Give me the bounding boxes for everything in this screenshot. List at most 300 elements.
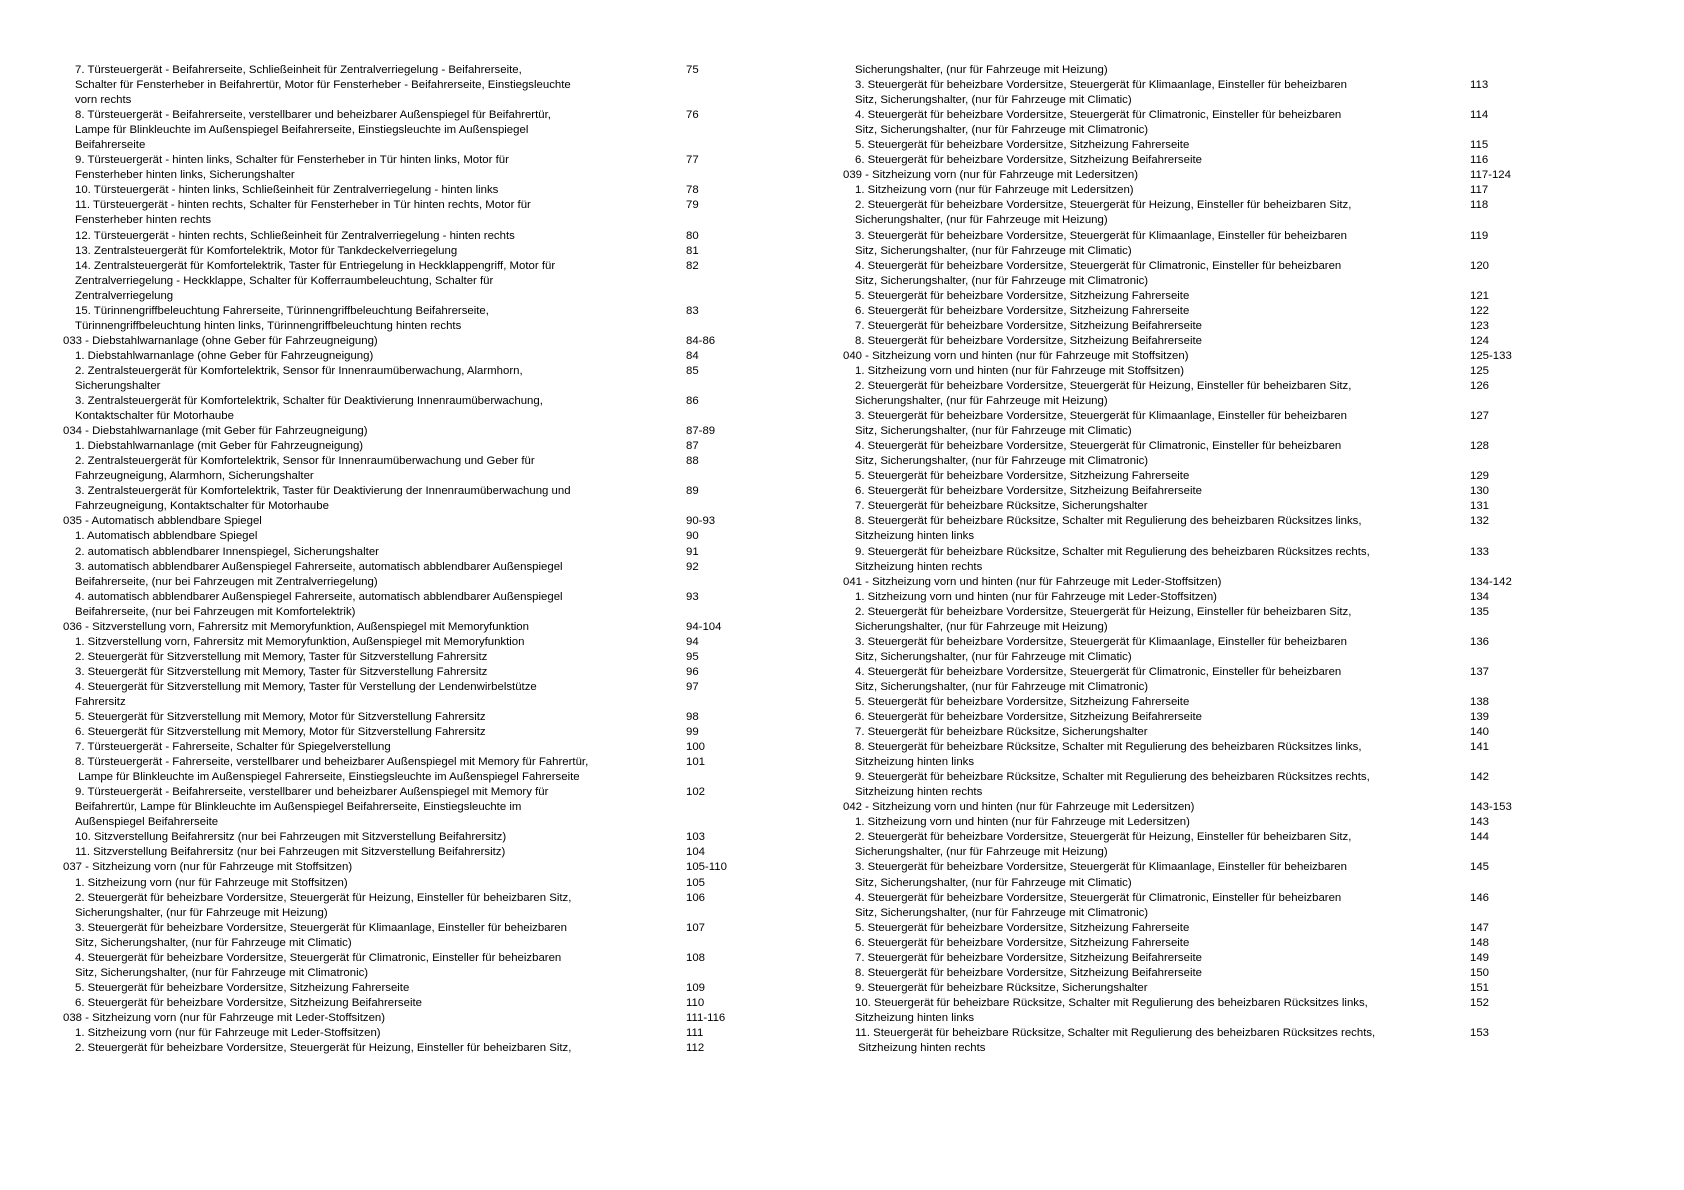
index-item-entry — [63, 710, 783, 725]
entry-text-line: Sicherungshalter — [75, 379, 161, 392]
entry-text — [63, 439, 783, 454]
entry-page-number: 107 — [686, 921, 706, 934]
entry-text — [843, 499, 1563, 514]
entry-text-line: 7. Steuergerät für beheizbare Rücksitze, Sicherungshalter — [855, 726, 1148, 739]
entry-text-line: 11. Sitzverstellung Beifahrersitz (nur bei Fahrzeugen mit Sitzverstellung Beifahrersitz) — [75, 846, 506, 859]
index-item-entry — [63, 394, 783, 424]
entry-text-line: 3. automatisch abblendbarer Außenspiegel Fahrerseite, automatisch abblendbarer Außenspiegel — [75, 560, 563, 573]
entry-text — [63, 860, 783, 875]
entry-page-number: 75 — [686, 64, 699, 76]
index-item-entry — [63, 1041, 783, 1056]
entry-page-number: 122 — [1470, 304, 1490, 317]
entry-text — [843, 936, 1563, 951]
entry-page-number: 127 — [1470, 410, 1490, 423]
entry-text-line: 2. Steuergerät für beheizbare Vordersitze, Steuergerät für Heizung, Einsteller für beheizbaren Sitz, — [75, 1042, 572, 1055]
index-item-entry — [843, 63, 1563, 78]
entry-text-line: 033 - Diebstahlwarnanlage (ohne Geber für Fahrzeugneigung) — [63, 334, 378, 347]
index-item-entry — [63, 229, 783, 244]
index-item-entry — [63, 108, 783, 153]
entry-text-line: Sicherungshalter, (nur für Fahrzeuge mit Heizung) — [855, 620, 1108, 633]
entry-text-line: 5. Steuergerät für beheizbare Vordersitze, Sitzheizung Fahrerseite — [855, 139, 1190, 152]
index-item-entry — [843, 364, 1563, 379]
entry-text — [843, 605, 1563, 635]
index-item-entry — [63, 153, 783, 183]
entry-page-number: 132 — [1470, 515, 1490, 528]
index-item-entry — [843, 545, 1563, 575]
entry-page-number: 116 — [1470, 154, 1489, 167]
index-item-entry — [843, 815, 1563, 830]
entry-text — [843, 770, 1563, 800]
entry-text — [63, 153, 783, 183]
entry-text — [843, 860, 1563, 890]
index-item-entry — [63, 740, 783, 755]
entry-text — [63, 755, 783, 785]
entry-page-number: 109 — [686, 981, 706, 994]
entry-text-line: Sicherungshalter, (nur für Fahrzeuge mit Heizung) — [75, 906, 328, 919]
index-item-entry — [843, 78, 1563, 108]
entry-text — [63, 229, 783, 244]
entry-page-number: 77 — [686, 154, 699, 167]
entry-text-line: Zentralverriegelung - Heckklappe, Schalter für Kofferraumbeleuchtung, Schalter für — [75, 274, 494, 287]
entry-text — [843, 183, 1563, 198]
entry-text — [63, 529, 783, 544]
entry-text-line: Fahrzeugneigung, Kontaktschalter für Motorhaube — [75, 500, 329, 513]
entry-text-line: 042 - Sitzheizung vorn und hinten (nur für Fahrzeuge mit Ledersitzen) — [843, 801, 1195, 814]
entry-text-line: Sitzheizung hinten rechts — [855, 1042, 986, 1055]
entry-page-number: 135 — [1470, 605, 1490, 618]
entry-text — [63, 845, 783, 860]
entry-text-line: Beifahrerseite, (nur bei Fahrzeugen mit Komfortelektrik) — [75, 605, 356, 618]
index-item-entry — [63, 725, 783, 740]
entry-page-number: 153 — [1470, 1027, 1490, 1039]
entry-text-line: 6. Steuergerät für beheizbare Vordersitze, Sitzheizung Fahrerseite — [855, 304, 1190, 317]
entry-page-number: 105 — [686, 876, 706, 889]
entry-text-line: Fahrzeugneigung, Alarmhorn, Sicherungshalter — [75, 470, 314, 483]
entry-text — [63, 830, 783, 845]
index-item-entry — [63, 529, 783, 544]
entry-text-line: Türinnengriffbeleuchtung hinten links, Türinnengriffbeleuchtung hinten rechts — [75, 319, 462, 332]
entry-text-line: 8. Steuergerät für beheizbare Vordersitze, Sitzheizung Beifahrerseite — [855, 966, 1202, 979]
entry-text — [843, 635, 1563, 665]
entry-page-number: 152 — [1470, 996, 1490, 1009]
entry-text — [63, 424, 783, 439]
index-item-entry — [63, 845, 783, 860]
entry-page-number: 131 — [1470, 500, 1490, 513]
entry-text-line: 3. Steuergerät für Sitzverstellung mit Memory, Taster für Sitzverstellung Fahrersitz — [75, 665, 488, 678]
entry-page-number: 87 — [686, 440, 699, 453]
entry-text-line: 7. Steuergerät für beheizbare Rücksitze, Sicherungshalter — [855, 500, 1148, 513]
entry-text — [843, 108, 1563, 138]
entry-text-line: 3. Zentralsteuergerät für Komfortelektrik, Taster für Deaktivierung der Innenraumüberwachung und — [75, 485, 571, 498]
entry-text — [63, 198, 783, 228]
index-item-entry — [843, 860, 1563, 890]
entry-page-number: 89 — [686, 485, 699, 498]
index-item-entry — [63, 454, 783, 484]
index-item-entry — [843, 966, 1563, 981]
entry-text — [63, 349, 783, 364]
entry-text — [63, 108, 783, 153]
index-column-right — [843, 63, 1563, 1056]
entry-page-number: 115 — [1470, 139, 1489, 152]
index-item-entry — [843, 981, 1563, 996]
entry-text — [843, 364, 1563, 379]
entry-page-number: 91 — [686, 545, 699, 558]
entry-page-number: 114 — [1470, 109, 1489, 122]
index-item-entry — [63, 590, 783, 620]
index-item-entry — [63, 364, 783, 394]
index-section-entry — [63, 514, 783, 529]
entry-text-line: 2. automatisch abblendbarer Innenspiegel, Sicherungshalter — [75, 545, 379, 558]
entry-text-line: Sitz, Sicherungshalter, (nur für Fahrzeuge mit Climatronic) — [855, 680, 1149, 693]
index-item-entry — [843, 605, 1563, 635]
entry-page-number: 100 — [686, 741, 706, 754]
entry-text — [63, 1011, 783, 1026]
entry-page-number: 138 — [1470, 695, 1490, 708]
entry-page-number: 125 — [1470, 364, 1490, 377]
entry-text — [843, 800, 1563, 815]
index-item-entry — [843, 635, 1563, 665]
index-item-entry — [843, 379, 1563, 409]
entry-text-line: 035 - Automatisch abblendbare Spiegel — [63, 515, 262, 528]
entry-text-line: 2. Steuergerät für beheizbare Vordersitze, Steuergerät für Heizung, Einsteller für beheizbaren Sitz, — [855, 831, 1352, 844]
entry-text-line: 8. Steuergerät für beheizbare Rücksitze, Schalter mit Regulierung des beheizbaren Rücksitzes links, — [855, 741, 1362, 754]
entry-text-line: 2. Steuergerät für beheizbare Vordersitze, Steuergerät für Heizung, Einsteller für beheizbaren Sitz, — [855, 199, 1352, 212]
entry-text-line: Sitz, Sicherungshalter, (nur für Fahrzeuge mit Climatronic) — [855, 274, 1149, 287]
entry-text-line: 3. Steuergerät für beheizbare Vordersitze, Steuergerät für Klimaanlage, Einsteller für beheizbaren — [855, 861, 1347, 874]
index-section-entry — [843, 349, 1563, 364]
entry-text-line: Lampe für Blinkleuchte im Außenspiegel Fahrerseite, Einstiegsleuchte im Außenspiegel Fahrerseite — [75, 771, 580, 784]
entry-text — [63, 1041, 783, 1056]
entry-text-line: Fensterheber hinten links, Sicherungshalter — [75, 169, 295, 182]
entry-text-line: 2. Steuergerät für beheizbare Vordersitze, Steuergerät für Heizung, Einsteller für beheizbaren Sitz, — [855, 605, 1352, 618]
index-item-entry — [843, 108, 1563, 138]
entry-text-line: 3. Steuergerät für beheizbare Vordersitze, Steuergerät für Klimaanlage, Einsteller für beheizbaren — [855, 410, 1347, 423]
entry-text-line: Beifahrerseite — [75, 139, 146, 152]
index-item-entry — [843, 183, 1563, 198]
entry-text — [843, 951, 1563, 966]
entry-text — [63, 545, 783, 560]
entry-text — [63, 620, 783, 635]
entry-text-line: Außenspiegel Beifahrerseite — [75, 816, 219, 829]
entry-text — [843, 740, 1563, 770]
entry-text-line: Sitz, Sicherungshalter, (nur für Fahrzeuge mit Climatic) — [855, 94, 1132, 107]
entry-text-line: 11. Steuergerät für beheizbare Rücksitze, Schalter mit Regulierung des beheizbaren Rücksitzes rechts, — [855, 1027, 1376, 1039]
entry-text — [843, 469, 1563, 484]
index-item-entry — [843, 891, 1563, 921]
entry-page-number: 123 — [1470, 319, 1490, 332]
entry-text-line: Sitzheizung hinten links — [855, 1011, 975, 1024]
index-item-entry — [63, 755, 783, 785]
entry-page-number: 94 — [686, 635, 699, 648]
entry-page-number: 126 — [1470, 379, 1490, 392]
index-item-entry — [63, 545, 783, 560]
entry-page-number: 118 — [1470, 199, 1489, 212]
entry-text — [63, 876, 783, 891]
entry-text-line: 041 - Sitzheizung vorn und hinten (nur für Fahrzeuge mit Leder-Stoffsitzen) — [843, 575, 1222, 588]
entry-page-number: 105-110 — [686, 861, 727, 874]
entry-text-line: 4. Steuergerät für beheizbare Vordersitze, Steuergerät für Climatronic, Einsteller für beheizbaren — [75, 951, 562, 964]
entry-text — [843, 830, 1563, 860]
index-item-entry — [843, 153, 1563, 168]
entry-page-number: 111-116 — [686, 1011, 726, 1024]
entry-page-number: 96 — [686, 665, 699, 678]
entry-page-number: 121 — [1470, 289, 1490, 302]
entry-text — [843, 891, 1563, 921]
index-item-entry — [63, 665, 783, 680]
entry-text-line: Sitz, Sicherungshalter, (nur für Fahrzeuge mit Climatronic) — [75, 966, 369, 979]
entry-text — [63, 951, 783, 981]
entry-text-line: 1. Automatisch abblendbare Spiegel — [75, 530, 258, 543]
entry-text-line: 037 - Sitzheizung vorn (nur für Fahrzeuge mit Stoffsitzen) — [63, 861, 353, 874]
entry-text — [63, 725, 783, 740]
entry-text-line: 5. Steuergerät für beheizbare Vordersitze, Sitzheizung Fahrerseite — [855, 695, 1190, 708]
entry-page-number: 104 — [686, 846, 706, 859]
entry-page-number: 103 — [686, 831, 706, 844]
index-item-entry — [63, 876, 783, 891]
entry-text-line: 040 - Sitzheizung vorn und hinten (nur für Fahrzeuge mit Stoffsitzen) — [843, 349, 1189, 362]
entry-page-number: 119 — [1470, 229, 1489, 242]
entry-text — [843, 514, 1563, 544]
entry-text-line: 5. Steuergerät für beheizbare Vordersitze, Sitzheizung Fahrerseite — [855, 289, 1190, 302]
entry-text — [63, 996, 783, 1011]
entry-page-number: 110 — [686, 996, 705, 1009]
entry-text-line: 2. Steuergerät für beheizbare Vordersitze, Steuergerät für Heizung, Einsteller für beheizbaren Sitz, — [855, 379, 1352, 392]
entry-page-number: 92 — [686, 560, 699, 573]
index-item-entry — [843, 499, 1563, 514]
entry-page-number: 124 — [1470, 334, 1490, 347]
entry-text-line: Sicherungshalter, (nur für Fahrzeuge mit Heizung) — [855, 846, 1108, 859]
entry-page-number: 128 — [1470, 440, 1490, 453]
index-item-entry — [843, 951, 1563, 966]
entry-text-line: 12. Türsteuergerät - hinten rechts, Schließeinheit für Zentralverriegelung - hinten rechts — [75, 229, 515, 242]
entry-text-line: 9. Türsteuergerät - Beifahrerseite, verstellbarer und beheizbarer Außenspiegel mit Memory für — [75, 786, 549, 799]
entry-text-line: 7. Steuergerät für beheizbare Vordersitze, Sitzheizung Beifahrerseite — [855, 319, 1202, 332]
index-item-entry — [63, 891, 783, 921]
entry-text-line: 1. Sitzverstellung vorn, Fahrersitz mit Memoryfunktion, Außenspiegel mit Memoryfunktion — [75, 635, 525, 648]
entry-text-line: 10. Türsteuergerät - hinten links, Schließeinheit für Zentralverriegelung - hinten links — [75, 184, 499, 197]
entry-text-line: 3. Steuergerät für beheizbare Vordersitze, Steuergerät für Klimaanlage, Einsteller für beheizbaren — [855, 635, 1347, 648]
entry-text — [843, 484, 1563, 499]
entry-text-line: 3. Steuergerät für beheizbare Vordersitze, Steuergerät für Klimaanlage, Einsteller für beheizbaren — [75, 921, 567, 934]
index-item-entry — [843, 319, 1563, 334]
entry-text-line: 1. Sitzheizung vorn (nur für Fahrzeuge mit Leder-Stoffsitzen) — [75, 1027, 381, 1039]
entry-text-line: Sitz, Sicherungshalter, (nur für Fahrzeuge mit Climatic) — [75, 936, 352, 949]
index-item-entry — [843, 304, 1563, 319]
entry-text-line: 3. Steuergerät für beheizbare Vordersitze, Steuergerät für Klimaanlage, Einsteller für beheizbaren — [855, 229, 1347, 242]
entry-page-number: 102 — [686, 786, 706, 799]
entry-page-number: 141 — [1470, 741, 1490, 754]
entry-text — [63, 454, 783, 484]
entry-text — [63, 785, 783, 830]
index-item-entry — [63, 830, 783, 845]
entry-text — [63, 1026, 783, 1041]
index-item-entry — [843, 830, 1563, 860]
entry-page-number: 117-124 — [1470, 169, 1511, 182]
entry-text — [843, 590, 1563, 605]
entry-page-number: 78 — [686, 184, 699, 197]
entry-page-number: 134 — [1470, 590, 1490, 603]
entry-text-line: 4. Steuergerät für beheizbare Vordersitze, Steuergerät für Climatronic, Einsteller für beheizbaren — [855, 891, 1342, 904]
index-item-entry — [843, 289, 1563, 304]
entry-page-number: 99 — [686, 726, 699, 739]
entry-text-line: 14. Zentralsteuergerät für Komfortelektrik, Taster für Entriegelung in Heckklappengriff, Motor für — [75, 259, 556, 272]
entry-page-number: 85 — [686, 364, 699, 377]
entry-page-number: 129 — [1470, 470, 1490, 483]
entry-text-line: 9. Steuergerät für beheizbare Rücksitze, Schalter mit Regulierung des beheizbaren Rücksitzes rechts, — [855, 771, 1370, 784]
entry-page-number: 80 — [686, 229, 699, 242]
entry-text-line: 4. Steuergerät für beheizbare Vordersitze, Steuergerät für Climatronic, Einsteller für beheizbaren — [855, 259, 1342, 272]
entry-text — [843, 289, 1563, 304]
entry-text-line: 1. Sitzheizung vorn und hinten (nur für Fahrzeuge mit Ledersitzen) — [855, 816, 1190, 829]
entry-page-number: 98 — [686, 711, 699, 724]
index-item-entry — [63, 439, 783, 454]
index-item-entry — [843, 439, 1563, 469]
entry-text — [63, 259, 783, 304]
entry-text-line: 034 - Diebstahlwarnanlage (mit Geber für Fahrzeugneigung) — [63, 425, 368, 438]
entry-text-line: Fensterheber hinten rechts — [75, 214, 212, 227]
index-item-entry — [843, 469, 1563, 484]
entry-text-line: Sitz, Sicherungshalter, (nur für Fahrzeuge mit Climatic) — [855, 876, 1132, 889]
entry-text-line: 10. Sitzverstellung Beifahrersitz (nur bei Fahrzeugen mit Sitzverstellung Beifahrersitz) — [75, 831, 507, 844]
index-item-entry — [63, 198, 783, 228]
entry-text-line: 036 - Sitzverstellung vorn, Fahrersitz mit Memoryfunktion, Außenspiegel mit Memoryfunktion — [63, 620, 529, 633]
entry-page-number: 147 — [1470, 921, 1490, 934]
entry-text — [63, 740, 783, 755]
entry-text-line: Sicherungshalter, (nur für Fahrzeuge mit Heizung) — [855, 64, 1108, 76]
entry-text — [843, 921, 1563, 936]
entry-page-number: 83 — [686, 304, 699, 317]
index-item-entry — [843, 710, 1563, 725]
entry-page-number: 145 — [1470, 861, 1490, 874]
entry-text — [63, 635, 783, 650]
entry-page-number: 94-104 — [686, 620, 722, 633]
index-item-entry — [63, 63, 783, 108]
entry-text-line: 5. Steuergerät für beheizbare Vordersitze, Sitzheizung Fahrerseite — [855, 470, 1190, 483]
entry-text — [843, 409, 1563, 439]
entry-page-number: 148 — [1470, 936, 1490, 949]
entry-text — [843, 665, 1563, 695]
entry-text-line: Sicherungshalter, (nur für Fahrzeuge mit Heizung) — [855, 395, 1108, 408]
entry-text — [843, 1026, 1563, 1056]
entry-text-line: 3. Zentralsteuergerät für Komfortelektrik, Schalter für Deaktivierung Innenraumüberwachung, — [75, 395, 543, 408]
entry-text-line: Sitzheizung hinten links — [855, 756, 975, 769]
entry-text-line: 038 - Sitzheizung vorn (nur für Fahrzeuge mit Leder-Stoffsitzen) — [63, 1011, 386, 1024]
entry-page-number: 120 — [1470, 259, 1490, 272]
entry-page-number: 137 — [1470, 665, 1490, 678]
entry-text — [63, 710, 783, 725]
index-item-entry — [63, 349, 783, 364]
index-item-entry — [843, 725, 1563, 740]
entry-text-line: 9. Steuergerät für beheizbare Rücksitze, Sicherungshalter — [855, 981, 1148, 994]
entry-text — [63, 514, 783, 529]
entry-text-line: Sitzheizung hinten links — [855, 530, 975, 543]
entry-text-line: Sitz, Sicherungshalter, (nur für Fahrzeuge mit Climatronic) — [855, 906, 1149, 919]
entry-text — [843, 545, 1563, 575]
index-item-entry — [843, 198, 1563, 228]
entry-page-number: 93 — [686, 590, 699, 603]
entry-page-number: 149 — [1470, 951, 1490, 964]
entry-page-number: 130 — [1470, 485, 1490, 498]
index-item-entry — [843, 1026, 1563, 1056]
entry-text — [843, 349, 1563, 364]
entry-page-number: 150 — [1470, 966, 1490, 979]
index-section-entry — [843, 168, 1563, 183]
index-item-entry — [63, 259, 783, 304]
entry-text-line: 9. Steuergerät für beheizbare Rücksitze, Schalter mit Regulierung des beheizbaren Rücksitzes rechts, — [855, 545, 1370, 558]
entry-text-line: 10. Steuergerät für beheizbare Rücksitze, Schalter mit Regulierung des beheizbaren Rücksitzes links, — [855, 996, 1368, 1009]
entry-page-number: 139 — [1470, 711, 1490, 724]
entry-text-line: Sitz, Sicherungshalter, (nur für Fahrzeuge mit Climatic) — [855, 650, 1132, 663]
entry-text — [843, 439, 1563, 469]
entry-page-number: 136 — [1470, 635, 1490, 648]
index-item-entry — [63, 244, 783, 259]
entry-text-line: Sitz, Sicherungshalter, (nur für Fahrzeuge mit Climatic) — [855, 425, 1132, 438]
index-item-entry — [63, 650, 783, 665]
entry-page-number: 79 — [686, 199, 699, 212]
index-item-entry — [63, 921, 783, 951]
entry-text — [843, 815, 1563, 830]
index-item-entry — [63, 304, 783, 334]
entry-page-number: 87-89 — [686, 425, 716, 438]
entry-text — [843, 153, 1563, 168]
entry-text — [843, 966, 1563, 981]
index-item-entry — [843, 590, 1563, 605]
entry-text-line: 3. Steuergerät für beheizbare Vordersitze, Steuergerät für Klimaanlage, Einsteller für beheizbaren — [855, 79, 1347, 92]
entry-text — [843, 138, 1563, 153]
entry-text-line: Fahrersitz — [75, 695, 126, 708]
entry-text — [843, 725, 1563, 740]
entry-text-line: 8. Steuergerät für beheizbare Rücksitze, Schalter mit Regulierung des beheizbaren Rücksitzes links, — [855, 515, 1362, 528]
entry-text — [843, 168, 1563, 183]
index-item-entry — [843, 259, 1563, 289]
entry-text-line: 1. Sitzheizung vorn (nur für Fahrzeuge mit Ledersitzen) — [855, 184, 1134, 197]
entry-page-number: 146 — [1470, 891, 1490, 904]
entry-text — [63, 484, 783, 514]
entry-text — [843, 334, 1563, 349]
entry-page-number: 84 — [686, 349, 699, 362]
index-section-entry — [63, 334, 783, 349]
entry-text-line: 4. Steuergerät für Sitzverstellung mit Memory, Taster für Verstellung der Lendenwirbelstütze — [75, 680, 537, 693]
entry-text-line: 5. Steuergerät für beheizbare Vordersitze, Sitzheizung Fahrerseite — [855, 921, 1190, 934]
entry-text-line: 4. Steuergerät für beheizbare Vordersitze, Steuergerät für Climatronic, Einsteller für beheizbaren — [855, 665, 1342, 678]
entry-page-number: 133 — [1470, 545, 1490, 558]
index-item-entry — [843, 695, 1563, 710]
entry-text — [63, 981, 783, 996]
entry-page-number: 86 — [686, 395, 699, 408]
entry-text-line: 2. Zentralsteuergerät für Komfortelektrik, Sensor für Innenraumüberwachung, Alarmhorn, — [75, 364, 523, 377]
index-item-entry — [843, 334, 1563, 349]
index-section-entry — [63, 1011, 783, 1026]
index-item-entry — [843, 936, 1563, 951]
entry-page-number: 140 — [1470, 726, 1490, 739]
index-item-entry — [843, 665, 1563, 695]
entry-page-number: 142 — [1470, 771, 1490, 784]
entry-text-line: 6. Steuergerät für Sitzverstellung mit Memory, Motor für Sitzverstellung Fahrersitz — [75, 726, 486, 739]
index-item-entry — [63, 680, 783, 710]
entry-page-number: 90 — [686, 530, 699, 543]
entry-text-line: Sitzheizung hinten rechts — [855, 786, 983, 799]
entry-text — [63, 921, 783, 951]
entry-page-number: 134-142 — [1470, 575, 1512, 588]
entry-page-number: 125-133 — [1470, 349, 1512, 362]
entry-text — [843, 304, 1563, 319]
entry-text-line: 5. Steuergerät für beheizbare Vordersitze, Sitzheizung Fahrerseite — [75, 981, 410, 994]
entry-text-line: 7. Steuergerät für beheizbare Vordersitze, Sitzheizung Beifahrerseite — [855, 951, 1202, 964]
entry-page-number: 112 — [686, 1042, 705, 1055]
entry-text-line: 15. Türinnengriffbeleuchtung Fahrerseite, Türinnengriffbeleuchtung Beifahrerseite, — [75, 304, 489, 317]
entry-text-line: 4. Steuergerät für beheizbare Vordersitze, Steuergerät für Climatronic, Einsteller für beheizbaren — [855, 440, 1342, 453]
entry-text — [843, 981, 1563, 996]
